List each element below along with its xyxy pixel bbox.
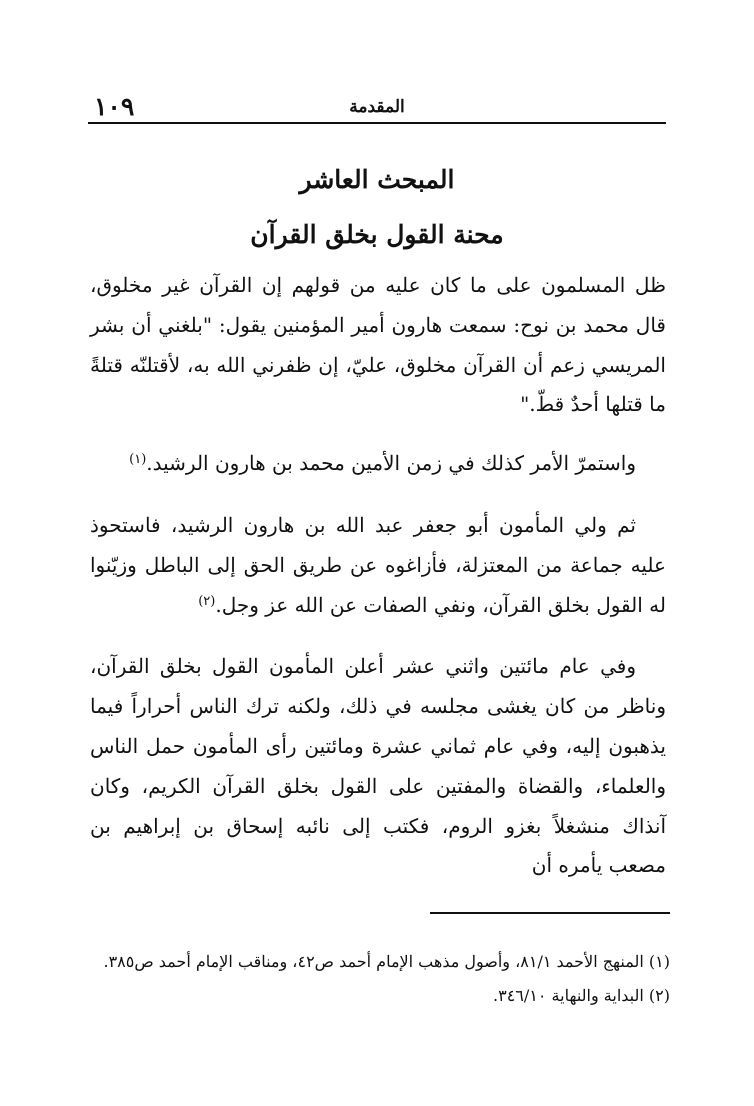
body-text: [90, 266, 666, 886]
footnote-marker-1: (١): [129, 452, 147, 468]
page-number: ١٠٩: [94, 92, 135, 121]
chapter-heading: المبحث العاشر: [299, 165, 455, 194]
paragraph-4-text: وفي عام مائتين واثني عشر أعلن المأمون القول بخلق القرآن، وناظر من كان يغشى مجلسه في ذلك، ولكنه ترك الناس أحراراً فيما يذهبون إليه، وفي عام ثماني عشرة ومائتين رأى المأمون حمل الناس والعلماء، والقضاة والمفتين على القول بخلق القرآن الكريم، وكان آنذاك منشغلاً بغزو الروم، فكتب إلى نائبه إسحاق بن إبراهيم بن مصعب يأمره أن: [90, 654, 666, 878]
paragraph-1-text: ظل المسلمون على ما كان عليه من قولهم إن القرآن غير مخلوق، قال محمد بن نوح: سمعت هارون أمير المؤمنين يقول: "بلغني أن بشر المريسي زعم أن القرآن مخلوق، عليّ، إن ظفرني الله به، لأقتلنّه قتلةً ما قتلها أحدٌ قطّ.": [90, 273, 666, 417]
running-head: المقدمة: [349, 97, 405, 117]
footnote-2: (٢) البداية والنهاية ٣٤٦/١٠.: [493, 986, 670, 1005]
footnote-1: (١) المنهج الأحمد ٨١/١، وأصول مذهب الإمام أحمد ص٤٢، ومناقب الإمام أحمد ص٣٨٥.: [103, 952, 670, 971]
page-header: [88, 92, 666, 124]
chapter-subheading: محنة القول بخلق القرآن: [250, 220, 504, 249]
footnote-divider: [430, 912, 670, 914]
paragraph-4: [90, 647, 666, 886]
footnotes: [88, 945, 670, 1013]
paragraph-2-text: واستمرّ الأمر كذلك في زمن الأمين محمد بن هارون الرشيد.: [146, 451, 636, 476]
paragraph-3-text: ثم ولي المأمون أبو جعفر عبد الله بن هارون الرشيد، فاستحوذ عليه جماعة من المعتزلة، فأزاغوه عن طريق الحق إلى الباطل وزيّنوا له القول بخلق القرآن، ونفي الصفات عن الله عز وجل.: [90, 512, 666, 617]
footnote-marker-2: (٢): [198, 593, 216, 609]
paragraph-2: [90, 444, 666, 487]
paragraph-1: [90, 266, 666, 425]
paragraph-3: [90, 506, 666, 628]
